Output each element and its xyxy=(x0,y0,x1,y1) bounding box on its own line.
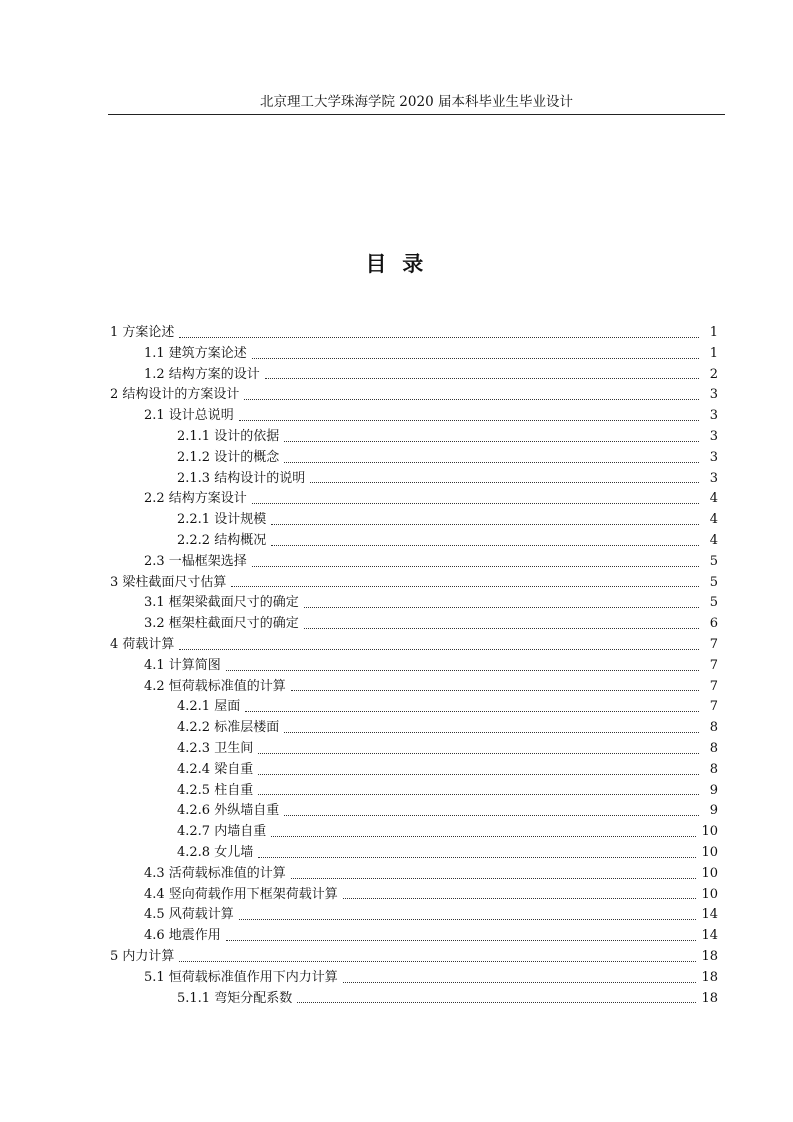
toc-entry[interactable] xyxy=(110,697,718,718)
toc-entry-page-number: 4 xyxy=(709,491,718,507)
toc-entry-label: 2.1.2 设计的概念 xyxy=(177,449,280,465)
toc-leader-dots xyxy=(343,898,697,899)
toc-entry-label: 4.2.1 屋面 xyxy=(177,699,241,715)
toc-entry-label: 4.2.4 梁自重 xyxy=(177,761,254,777)
toc-leader-dots xyxy=(343,982,697,983)
toc-entry-page-number: 7 xyxy=(709,678,718,694)
toc-leader-dots xyxy=(258,794,699,795)
toc-entry-page-number: 3 xyxy=(709,387,718,403)
toc-entry-label: 2.2.1 设计规模 xyxy=(177,512,267,528)
toc-entry-page-number: 2 xyxy=(709,366,718,382)
toc-entry[interactable] xyxy=(110,635,718,656)
toc-entry-page-number: 4 xyxy=(709,532,718,548)
toc-leader-dots xyxy=(258,857,696,858)
toc-leader-dots xyxy=(304,607,699,608)
toc-entry[interactable] xyxy=(110,427,718,448)
toc-leader-dots xyxy=(291,690,699,691)
toc-entry-label: 2.2 结构方案设计 xyxy=(144,491,247,507)
toc-entry-label: 4.4 竖向荷载作用下框架荷载计算 xyxy=(144,886,338,902)
toc-leader-dots xyxy=(271,836,696,837)
toc-entry-page-number: 6 xyxy=(709,616,718,632)
table-of-contents xyxy=(110,323,718,1009)
toc-entry-label: 4.2 恒荷载标准值的计算 xyxy=(144,678,286,694)
toc-leader-dots xyxy=(179,961,696,962)
toc-entry-page-number: 5 xyxy=(709,595,718,611)
toc-entry-page-number: 18 xyxy=(701,948,718,964)
toc-entry-page-number: 5 xyxy=(709,574,718,590)
toc-entry[interactable] xyxy=(110,448,718,469)
toc-entry-page-number: 10 xyxy=(701,844,718,860)
toc-leader-dots xyxy=(258,774,699,775)
toc-entry[interactable] xyxy=(110,385,718,406)
toc-entry[interactable] xyxy=(110,365,718,386)
toc-entry-page-number: 3 xyxy=(709,428,718,444)
toc-entry[interactable] xyxy=(110,843,718,864)
toc-entry-page-number: 10 xyxy=(701,865,718,881)
toc-entry-label: 2.2.2 结构概况 xyxy=(177,532,267,548)
running-header xyxy=(108,92,725,115)
toc-entry-label: 4.2.3 卫生间 xyxy=(177,740,254,756)
toc-entry-page-number: 9 xyxy=(709,782,718,798)
toc-leader-dots xyxy=(258,753,699,754)
toc-entry-label: 4.2.5 柱自重 xyxy=(177,782,254,798)
toc-entry[interactable] xyxy=(110,905,718,926)
toc-entry-label: 4.6 地震作用 xyxy=(144,928,221,944)
toc-entry[interactable] xyxy=(110,739,718,760)
toc-entry-label: 1.2 结构方案的设计 xyxy=(144,366,260,382)
toc-entry-label: 4.2.6 外纵墙自重 xyxy=(177,803,280,819)
toc-entry-page-number: 14 xyxy=(701,928,718,944)
toc-entry[interactable] xyxy=(110,801,718,822)
toc-entry-label: 2 结构设计的方案设计 xyxy=(110,387,240,403)
toc-entry-page-number: 8 xyxy=(709,761,718,777)
toc-entry-page-number: 1 xyxy=(709,345,718,361)
toc-entry-label: 5.1 恒荷载标准值作用下内力计算 xyxy=(144,969,338,985)
toc-entry-label: 3.1 框架梁截面尺寸的确定 xyxy=(144,595,299,611)
toc-leader-dots xyxy=(271,545,699,546)
toc-entry-label: 2.1.3 结构设计的说明 xyxy=(177,470,306,486)
toc-entry[interactable] xyxy=(110,656,718,677)
toc-entry-label: 4.5 风荷载计算 xyxy=(144,907,234,923)
toc-entry[interactable] xyxy=(110,885,718,906)
toc-entry-page-number: 3 xyxy=(709,470,718,486)
toc-entry-label: 4.1 计算简图 xyxy=(144,657,221,673)
toc-entry[interactable] xyxy=(110,469,718,490)
toc-entry-page-number: 10 xyxy=(701,886,718,902)
toc-entry[interactable] xyxy=(110,489,718,510)
toc-entry-label: 5.1.1 弯矩分配系数 xyxy=(177,990,293,1006)
toc-entry-label: 3 梁柱截面尺寸估算 xyxy=(110,574,227,590)
toc-leader-dots xyxy=(252,358,699,359)
toc-leader-dots xyxy=(239,420,699,421)
toc-entry-page-number: 3 xyxy=(709,449,718,465)
toc-leader-dots xyxy=(245,711,699,712)
toc-entry-label: 4 荷载计算 xyxy=(110,636,175,652)
toc-entry[interactable] xyxy=(110,926,718,947)
toc-entry[interactable] xyxy=(110,760,718,781)
toc-entry[interactable] xyxy=(110,968,718,989)
toc-entry-page-number: 1 xyxy=(709,325,718,340)
toc-entry-page-number: 8 xyxy=(709,720,718,736)
toc-entry-label: 1 方案论述 xyxy=(110,325,175,340)
toc-entry-page-number: 8 xyxy=(709,740,718,756)
toc-leader-dots xyxy=(284,441,699,442)
toc-leader-dots xyxy=(179,337,699,338)
toc-entry-label: 4.2.8 女儿墙 xyxy=(177,844,254,860)
toc-leader-dots xyxy=(297,1002,696,1003)
toc-entry-label: 4.2.7 内墙自重 xyxy=(177,824,267,840)
toc-entry[interactable] xyxy=(110,947,718,968)
toc-entry[interactable] xyxy=(110,510,718,531)
toc-entry-page-number: 9 xyxy=(709,803,718,819)
toc-entry-page-number: 18 xyxy=(701,990,718,1006)
toc-leader-dots xyxy=(271,524,699,525)
toc-entry-label: 2.1.1 设计的依据 xyxy=(177,428,280,444)
toc-entry[interactable] xyxy=(110,718,718,739)
toc-entry[interactable] xyxy=(110,593,718,614)
toc-entry-page-number: 10 xyxy=(701,824,718,840)
toc-entry-page-number: 14 xyxy=(701,907,718,923)
toc-entry-page-number: 5 xyxy=(709,553,718,569)
toc-leader-dots xyxy=(265,378,699,379)
toc-entry-label: 4.3 活荷载标准值的计算 xyxy=(144,865,286,881)
toc-leader-dots xyxy=(284,815,699,816)
toc-entry[interactable] xyxy=(110,864,718,885)
toc-entry[interactable] xyxy=(110,552,718,573)
toc-leader-dots xyxy=(226,670,699,671)
toc-entry[interactable] xyxy=(110,989,718,1010)
toc-entry-page-number: 7 xyxy=(709,699,718,715)
toc-entry[interactable] xyxy=(110,677,718,698)
toc-leader-dots xyxy=(310,482,699,483)
toc-entry[interactable] xyxy=(110,781,718,802)
toc-entry[interactable] xyxy=(110,822,718,843)
running-header-text: 北京理工大学珠海学院 2020 届本科毕业生毕业设计 xyxy=(260,94,573,110)
toc-leader-dots xyxy=(226,940,697,941)
toc-entry[interactable] xyxy=(110,573,718,594)
page-title: 目 录 xyxy=(365,251,428,276)
toc-entry[interactable] xyxy=(110,323,718,344)
toc-leader-dots xyxy=(239,919,697,920)
toc-leader-dots xyxy=(252,503,699,504)
toc-entry[interactable] xyxy=(110,406,718,427)
toc-leader-dots xyxy=(252,566,699,567)
toc-leader-dots xyxy=(244,399,699,400)
toc-entry-page-number: 7 xyxy=(709,636,718,652)
toc-entry-page-number: 7 xyxy=(709,657,718,673)
toc-entry-label: 1.1 建筑方案论述 xyxy=(144,345,247,361)
toc-entry-label: 2.1 设计总说明 xyxy=(144,408,234,424)
toc-entry-page-number: 18 xyxy=(701,969,718,985)
toc-entry-page-number: 3 xyxy=(709,408,718,424)
toc-entry-label: 4.2.2 标准层楼面 xyxy=(177,720,280,736)
toc-entry-label: 3.2 框架柱截面尺寸的确定 xyxy=(144,616,299,632)
toc-leader-dots xyxy=(284,732,699,733)
toc-leader-dots xyxy=(231,586,699,587)
toc-entry[interactable] xyxy=(110,531,718,552)
toc-entry-page-number: 4 xyxy=(709,512,718,528)
toc-leader-dots xyxy=(291,878,697,879)
toc-entry-label: 5 内力计算 xyxy=(110,948,175,964)
toc-leader-dots xyxy=(284,462,699,463)
toc-leader-dots xyxy=(179,649,699,650)
toc-leader-dots xyxy=(304,628,699,629)
toc-entry[interactable] xyxy=(110,614,718,635)
toc-entry-label: 2.3 一榀框架选择 xyxy=(144,553,247,569)
toc-entry[interactable] xyxy=(110,344,718,365)
